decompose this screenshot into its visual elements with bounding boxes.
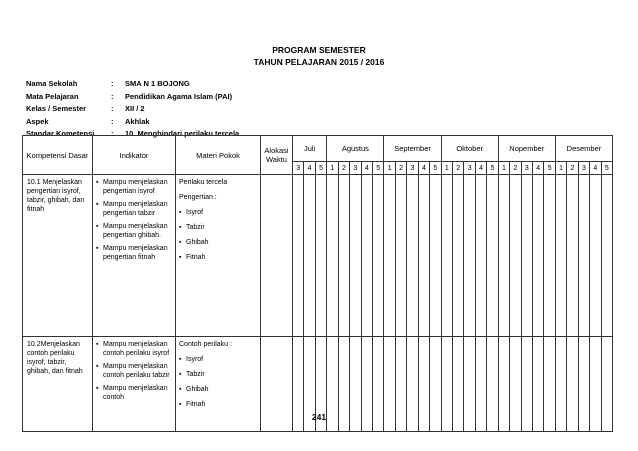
- info-value: 10. Menghindari perilaku tercela: [125, 129, 240, 138]
- indikator-item: ▪ Mampu menjelaskan contoh perilaku tabzir: [96, 362, 172, 380]
- materi-item: ▪ Tabzir: [179, 370, 257, 379]
- page-number: 241: [311, 412, 327, 422]
- week-cell: [487, 175, 498, 337]
- info-separator: :: [111, 79, 114, 88]
- week-cell: [327, 175, 338, 337]
- indikator-item: ▪ Mampu menjelaskan contoh: [96, 384, 172, 402]
- week-cell: [418, 175, 429, 337]
- info-separator: :: [111, 91, 114, 101]
- month-header: Nopember: [498, 136, 555, 162]
- week-cell: [521, 175, 532, 337]
- info-block: [26, 79, 239, 142]
- month-header: Desember: [555, 136, 612, 162]
- header-alokasi: Alokasi Waktu: [261, 136, 293, 175]
- month-header: September: [384, 136, 441, 162]
- week-cell: [338, 175, 349, 337]
- week-cell: [430, 175, 441, 337]
- info-value: Pendidikan Agama Islam (PAI): [125, 91, 233, 101]
- info-row-aspect: [26, 117, 239, 130]
- info-value: SMA N 1 BOJONG: [125, 79, 190, 88]
- week-cell: [315, 175, 326, 337]
- indikator-list: [96, 178, 172, 262]
- week-cell: [453, 175, 464, 337]
- info-separator: :: [111, 116, 114, 126]
- materi-item: ▪ Isyrof: [179, 208, 257, 217]
- header-indikator: Indikator: [93, 136, 176, 175]
- week-number: 2: [567, 162, 578, 175]
- indikator-item: ▪ Mampu menjelaskan pengertian ghibah.: [96, 222, 172, 240]
- week-number: 3: [521, 162, 532, 175]
- info-row-subject: [26, 92, 239, 105]
- week-cell: [544, 175, 555, 337]
- info-separator: :: [111, 129, 114, 138]
- week-number: 2: [453, 162, 464, 175]
- alokasi-cell: [261, 175, 293, 337]
- week-number: 2: [395, 162, 406, 175]
- week-number: 4: [590, 162, 601, 175]
- week-cell: [578, 175, 589, 337]
- indikator-item: ▪ Mampu menjelaskan pengertian isyrof: [96, 178, 172, 196]
- kd-cell: 10.2Menjelaskan contoh perilaku isyrof, tabzir, ghibah, dan fitnah: [23, 337, 93, 432]
- week-number: 4: [533, 162, 544, 175]
- materi-item: ▪ Ghibah: [179, 238, 257, 247]
- week-number: 5: [430, 162, 441, 175]
- week-number: 5: [487, 162, 498, 175]
- week-cell: [304, 175, 315, 337]
- week-cell: [293, 175, 304, 337]
- week-number: 4: [418, 162, 429, 175]
- info-label: Mata Pelajaran: [26, 91, 79, 101]
- info-label: Aspek: [26, 116, 49, 126]
- week-number: 5: [315, 162, 326, 175]
- materi-list: [179, 208, 257, 262]
- week-cell: [533, 175, 544, 337]
- info-row-school: [26, 79, 239, 92]
- week-cell: [567, 175, 578, 337]
- materi-heading: Contoh perilaku :: [179, 341, 232, 348]
- week-number: 3: [407, 162, 418, 175]
- materi-item: ▪ Ghibah: [179, 385, 257, 394]
- info-row-class: [26, 104, 239, 117]
- document-subtitle: TAHUN PELAJARAN 2015 / 2016: [253, 57, 385, 67]
- info-value: Akhlak: [125, 116, 150, 126]
- week-cell: [601, 175, 612, 337]
- week-cell: [441, 175, 452, 337]
- week-number: 5: [544, 162, 555, 175]
- indikator-cell: [93, 175, 176, 337]
- kd-cell: 10.1 Menjelaskan pengertian isyrof, tabzir, ghibah, dan fitnah: [23, 175, 93, 337]
- week-cell: [475, 175, 486, 337]
- indikator-item: ▪ Mampu menjelaskan pengertian fitnah: [96, 244, 172, 262]
- week-cell: [361, 175, 372, 337]
- week-number: 1: [441, 162, 452, 175]
- week-cell: [590, 175, 601, 337]
- week-cell: [464, 175, 475, 337]
- header-materi: Materi Pokok: [176, 136, 261, 175]
- month-header: Oktober: [441, 136, 498, 162]
- materi-heading: Perilaku tercela: [179, 179, 228, 186]
- indikator-item: ▪ Mampu menjelaskan pengertian tabzir: [96, 200, 172, 218]
- indikator-list: [96, 340, 172, 402]
- week-cell: [350, 175, 361, 337]
- info-label: Kelas / Semester: [26, 104, 87, 113]
- week-number: 2: [510, 162, 521, 175]
- week-number: 3: [350, 162, 361, 175]
- week-number: 5: [372, 162, 383, 175]
- week-number: 1: [384, 162, 395, 175]
- week-cell: [407, 175, 418, 337]
- week-cell: [384, 175, 395, 337]
- week-number: 1: [327, 162, 338, 175]
- week-number: 4: [361, 162, 372, 175]
- materi-list: [179, 355, 257, 409]
- materi-item: ▪ Fitnah: [179, 253, 257, 262]
- info-separator: :: [111, 104, 114, 113]
- week-cell: [510, 175, 521, 337]
- indikator-item: ▪ Mampu menjelaskan contoh perilaku isyrof: [96, 340, 172, 358]
- week-number: 5: [601, 162, 612, 175]
- week-number: 2: [338, 162, 349, 175]
- week-number: 4: [304, 162, 315, 175]
- week-number: 3: [578, 162, 589, 175]
- materi-item: ▪ Isyrof: [179, 355, 257, 364]
- materi-item: ▪ Fitnah: [179, 400, 257, 409]
- week-number: 1: [555, 162, 566, 175]
- info-value: XII / 2: [125, 104, 145, 113]
- week-cell: [498, 175, 509, 337]
- week-cell: [555, 175, 566, 337]
- week-number: 1: [498, 162, 509, 175]
- materi-cell: [176, 175, 261, 337]
- semester-program-table: [22, 135, 613, 432]
- materi-item: ▪ Tabzir: [179, 223, 257, 232]
- week-number: 3: [293, 162, 304, 175]
- table-row: [23, 175, 613, 337]
- document-title: PROGRAM SEMESTER: [272, 45, 366, 55]
- month-header: Juli: [293, 136, 327, 162]
- info-label: Standar Kometensi: [26, 129, 95, 138]
- month-header: Agustus: [327, 136, 384, 162]
- materi-subheading: Pengertian :: [179, 194, 217, 201]
- week-cell: [395, 175, 406, 337]
- info-label: Nama Sekolah: [26, 79, 78, 88]
- header-kd: Kompetensi Dasar: [23, 136, 93, 175]
- week-number: 3: [464, 162, 475, 175]
- week-number: 4: [475, 162, 486, 175]
- week-cell: [372, 175, 383, 337]
